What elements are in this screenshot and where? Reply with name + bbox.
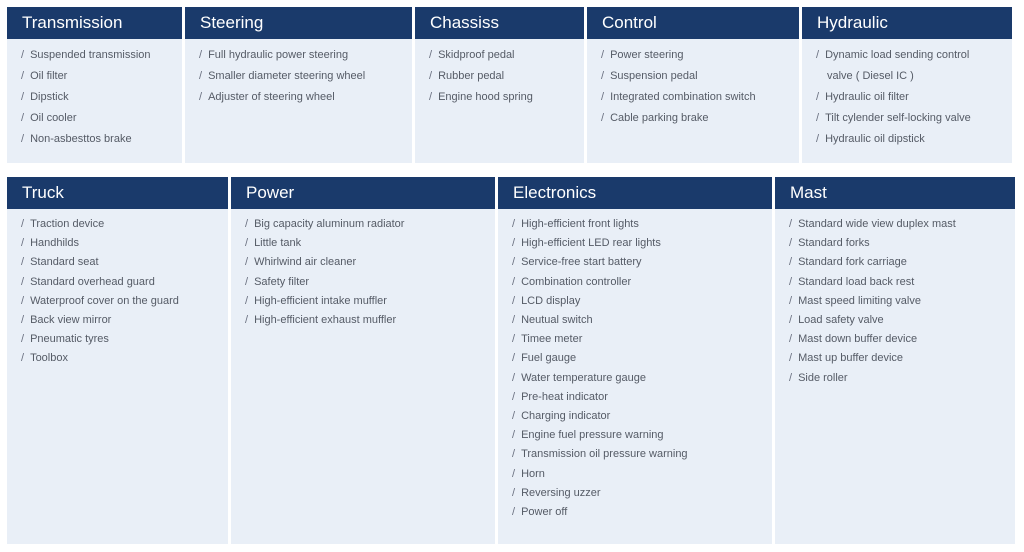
section-body (231, 209, 495, 544)
list-item (21, 66, 182, 87)
item-label: Pre-heat indicator (521, 390, 608, 403)
feature-list (245, 215, 495, 330)
section-body (587, 39, 799, 163)
list-item (789, 330, 1015, 349)
item-label: Suspension pedal (610, 70, 698, 82)
item-label: Whirlwind air cleaner (254, 256, 357, 269)
slash-icon: / (512, 506, 516, 519)
list-item (789, 215, 1015, 234)
list-item (21, 273, 228, 292)
section-title: Chassiss (415, 7, 584, 39)
list-item (21, 45, 182, 66)
list-item (245, 253, 495, 272)
list-item (816, 108, 1012, 129)
section-control (587, 7, 799, 163)
item-label: valve ( Diesel IC ) (827, 70, 914, 82)
slash-icon: / (512, 410, 516, 423)
section-power (231, 177, 495, 544)
section-body (7, 39, 182, 163)
slash-icon: / (21, 91, 25, 103)
slash-icon: / (512, 448, 516, 461)
list-item (512, 273, 772, 292)
list-item (816, 129, 1012, 150)
item-label: Handhilds (30, 237, 79, 250)
list-item (512, 253, 772, 272)
item-label: Standard load back rest (798, 275, 915, 288)
section-title: Mast (775, 177, 1015, 209)
item-label: High-efficient front lights (521, 218, 639, 230)
section-title: Truck (7, 177, 228, 209)
item-label: Integrated combination switch (610, 91, 756, 103)
list-item (245, 215, 495, 234)
list-item (21, 253, 228, 272)
item-label: High-efficient LED rear lights (521, 237, 661, 250)
list-item (199, 66, 412, 87)
feature-list (816, 45, 1012, 150)
item-label: Big capacity aluminum radiator (254, 218, 405, 230)
feature-list (429, 45, 584, 108)
item-label: Standard forks (798, 237, 870, 250)
slash-icon: / (429, 49, 433, 61)
slash-icon: / (512, 371, 516, 384)
item-label: Power steering (610, 49, 684, 61)
list-item (199, 45, 412, 66)
section-title: Hydraulic (802, 7, 1012, 39)
item-label: Water temperature gauge (521, 371, 646, 384)
item-label: Mast down buffer device (798, 333, 918, 346)
slash-icon: / (789, 352, 793, 365)
section-steering (185, 7, 412, 163)
slash-icon: / (789, 256, 793, 269)
list-item (245, 311, 495, 330)
section-title: Transmission (7, 7, 182, 39)
slash-icon: / (512, 333, 516, 346)
slash-icon: / (512, 467, 516, 480)
slash-icon: / (512, 294, 516, 307)
slash-icon: / (512, 275, 516, 288)
item-label: Adjuster of steering wheel (208, 91, 335, 103)
item-label: Hydraulic oil dipstick (825, 133, 925, 145)
feature-list (21, 215, 228, 369)
slash-icon: / (245, 256, 249, 269)
section-electronics (498, 177, 772, 544)
item-label: Mast up buffer device (798, 352, 904, 365)
list-item (512, 215, 772, 234)
slash-icon: / (429, 70, 433, 82)
section-truck (7, 177, 228, 544)
item-label: Fuel gauge (521, 352, 577, 365)
item-label: Reversing uzzer (521, 486, 601, 499)
section-body (185, 39, 412, 163)
feature-list (601, 45, 799, 129)
slash-icon: / (789, 294, 793, 307)
slash-icon: / (429, 91, 433, 103)
slash-icon: / (245, 294, 249, 307)
feature-row-top (7, 7, 1015, 163)
item-label: Dipstick (30, 91, 69, 103)
item-label: Mast speed limiting valve (798, 294, 921, 307)
list-item (601, 108, 799, 129)
list-item (601, 87, 799, 108)
item-label: Engine hood spring (438, 91, 533, 103)
item-label: Standard overhead guard (30, 275, 155, 288)
item-label: Side roller (798, 371, 848, 384)
feature-list (512, 215, 772, 522)
list-item (245, 234, 495, 253)
list-item-continuation (816, 66, 1012, 87)
list-item (21, 330, 228, 349)
slash-icon: / (816, 49, 820, 61)
section-mast (775, 177, 1015, 544)
item-label: Cable parking brake (610, 112, 709, 124)
list-item (512, 311, 772, 330)
list-item (816, 87, 1012, 108)
item-label: Oil cooler (30, 112, 77, 124)
list-item (199, 87, 412, 108)
list-item (512, 234, 772, 253)
slash-icon: / (245, 314, 249, 327)
item-label: Standard fork carriage (798, 256, 907, 269)
slash-icon: / (199, 91, 203, 103)
feature-list (21, 45, 182, 150)
section-title: Control (587, 7, 799, 39)
item-label: High-efficient intake muffler (254, 294, 387, 307)
item-label: High-efficient exhaust muffler (254, 314, 397, 327)
list-item (789, 311, 1015, 330)
slash-icon: / (789, 218, 793, 230)
list-item (429, 45, 584, 66)
slash-icon: / (21, 333, 25, 346)
slash-icon: / (21, 294, 25, 307)
item-label: Engine fuel pressure warning (521, 429, 664, 442)
slash-icon: / (789, 314, 793, 327)
slash-icon: / (789, 371, 793, 384)
list-item (21, 129, 182, 150)
list-item (512, 445, 772, 464)
slash-icon: / (789, 333, 793, 346)
feature-list (199, 45, 412, 108)
section-body (415, 39, 584, 163)
list-item (512, 426, 772, 445)
item-label: Charging indicator (521, 410, 611, 423)
list-item (429, 66, 584, 87)
item-label: Tilt cylender self-locking valve (825, 112, 971, 124)
list-item (789, 234, 1015, 253)
section-body (802, 39, 1012, 163)
item-label: Non-asbesttos brake (30, 133, 132, 145)
slash-icon: / (512, 218, 516, 230)
slash-icon: / (816, 112, 820, 124)
slash-icon: / (601, 70, 605, 82)
item-label: Toolbox (30, 352, 68, 365)
item-label: Horn (521, 467, 545, 480)
section-hydraulic (802, 7, 1012, 163)
slash-icon: / (789, 237, 793, 250)
item-label: Little tank (254, 237, 302, 250)
feature-list (789, 215, 1015, 388)
slash-icon: / (512, 237, 516, 250)
slash-icon: / (601, 49, 605, 61)
list-item (245, 292, 495, 311)
section-body (775, 209, 1015, 544)
list-item (512, 292, 772, 311)
item-label: Dynamic load sending control (825, 49, 970, 61)
list-item (601, 45, 799, 66)
section-chassiss (415, 7, 584, 163)
slash-icon: / (21, 133, 25, 145)
list-item (789, 349, 1015, 368)
section-title: Steering (185, 7, 412, 39)
slash-icon: / (21, 352, 25, 365)
slash-icon: / (199, 49, 203, 61)
list-item (21, 87, 182, 108)
slash-icon: / (512, 352, 516, 365)
slash-icon: / (816, 91, 820, 103)
slash-icon: / (512, 486, 516, 499)
slash-icon: / (21, 112, 25, 124)
item-label: Load safety valve (798, 314, 884, 327)
item-label: Combination controller (521, 275, 632, 288)
slash-icon: / (21, 237, 25, 250)
slash-icon: / (21, 314, 25, 327)
list-item (816, 45, 1012, 66)
slash-icon: / (21, 256, 25, 269)
slash-icon: / (199, 70, 203, 82)
section-body (498, 209, 772, 544)
slash-icon: / (21, 70, 25, 82)
list-item (512, 330, 772, 349)
list-item (21, 292, 228, 311)
item-label: Timee meter (521, 333, 583, 346)
list-item (245, 273, 495, 292)
slash-icon: / (512, 256, 516, 269)
section-title: Electronics (498, 177, 772, 209)
item-label: Smaller diameter steering wheel (208, 70, 366, 82)
item-label: Standard seat (30, 256, 99, 269)
slash-icon: / (245, 275, 249, 288)
item-label: Power off (521, 506, 568, 519)
item-label: Pneumatic tyres (30, 333, 109, 346)
list-item (789, 292, 1015, 311)
list-item (601, 66, 799, 87)
item-label: Waterproof cover on the guard (30, 294, 179, 307)
slash-icon: / (512, 390, 516, 403)
slash-icon: / (245, 237, 249, 250)
item-label: Suspended transmission (30, 49, 151, 61)
item-label: Traction device (30, 218, 105, 230)
slash-icon: / (245, 218, 249, 230)
list-item (512, 465, 772, 484)
list-item (512, 369, 772, 388)
slash-icon: / (601, 91, 605, 103)
item-label: Full hydraulic power steering (208, 49, 349, 61)
feature-row-bottom (7, 177, 1015, 544)
item-label: Standard wide view duplex mast (798, 218, 956, 230)
item-label: Neutual switch (521, 314, 593, 327)
item-label: LCD display (521, 294, 581, 307)
item-label: Service-free start battery (521, 256, 642, 269)
item-label: Back view mirror (30, 314, 112, 327)
item-label: Oil filter (30, 70, 68, 82)
list-item (789, 253, 1015, 272)
item-label: Skidproof pedal (438, 49, 515, 61)
slash-icon: / (816, 133, 820, 145)
list-item (789, 273, 1015, 292)
list-item (512, 503, 772, 522)
slash-icon: / (21, 218, 25, 230)
slash-icon: / (512, 314, 516, 327)
section-transmission (7, 7, 182, 163)
slash-icon: / (512, 429, 516, 442)
slash-icon: / (21, 49, 25, 61)
list-item (512, 407, 772, 426)
slash-icon: / (21, 275, 25, 288)
slash-icon: / (789, 275, 793, 288)
item-label: Rubber pedal (438, 70, 505, 82)
list-item (429, 87, 584, 108)
section-title: Power (231, 177, 495, 209)
slash-icon: / (601, 112, 605, 124)
item-label: Hydraulic oil filter (825, 91, 909, 103)
list-item (789, 369, 1015, 388)
item-label: Safety filter (254, 275, 310, 288)
list-item (21, 311, 228, 330)
list-item (21, 215, 228, 234)
list-item (21, 234, 228, 253)
list-item (512, 484, 772, 503)
item-label: Transmission oil pressure warning (521, 448, 688, 461)
section-body (7, 209, 228, 544)
list-item (21, 108, 182, 129)
list-item (512, 388, 772, 407)
list-item (512, 349, 772, 368)
list-item (21, 349, 228, 368)
